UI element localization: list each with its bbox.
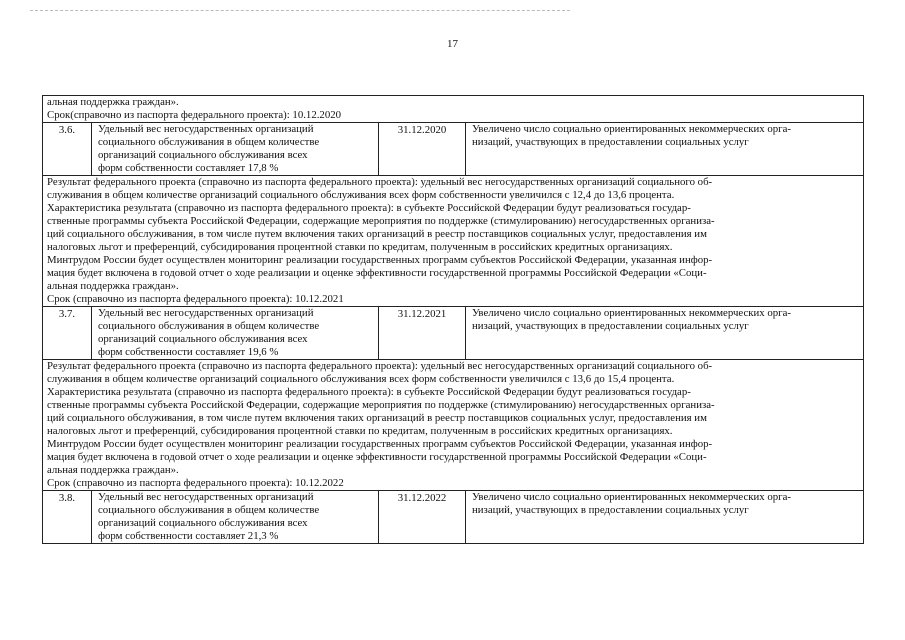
text-line: служивания в общем количестве организаций социального обслуживания всех форм собственности увеличился с 12,4 до 13,6 процента. bbox=[47, 189, 675, 201]
effect-line: Увеличено число социально ориентированных некоммерческих орга- bbox=[472, 123, 791, 135]
indicator-name bbox=[92, 123, 379, 176]
effect-line: низаций, участвующих в предоставлении социальных услуг bbox=[472, 136, 749, 148]
text-line: служивания в общем количестве организаций социального обслуживания всех форм собственности увеличился с 13,6 до 15,4 процента. bbox=[47, 373, 675, 385]
row-number: 3.8. bbox=[43, 491, 92, 544]
indicator-name-line: социального обслуживания в общем количестве bbox=[98, 504, 320, 516]
text-block-1 bbox=[43, 96, 864, 123]
indicator-name-line: форм собственности составляет 17,8 % bbox=[98, 162, 279, 174]
indicator-name-line: организаций социального обслуживания всех bbox=[98, 517, 308, 529]
text-line: мация будет включена в годовой отчет о ходе реализации и оценке эффективности государственной программы Российской Федерации «Соци- bbox=[47, 267, 707, 279]
deadline-date: 31.12.2021 bbox=[379, 307, 466, 360]
indicator-name-line: социального обслуживания в общем количестве bbox=[98, 320, 320, 332]
deadline-line: Срок(справочно из паспорта федерального проекта): 10.12.2020 bbox=[47, 109, 342, 121]
text-line: Результат федерального проекта (справочно из паспорта федерального проекта): удельный вес негосударственных организаций социального об- bbox=[47, 360, 713, 372]
indicator-name-line: социального обслуживания в общем количестве bbox=[98, 136, 320, 148]
text-block-3 bbox=[43, 360, 864, 491]
text-line: ственные программы субъекта Российской Федерации, содержащие мероприятия по поддержке (стимулированию) негосударственных организа- bbox=[47, 215, 715, 227]
deadline-line: Срок (справочно из паспорта федерального проекта): 10.12.2022 bbox=[47, 477, 344, 489]
expected-effect bbox=[466, 123, 864, 176]
text-block-2 bbox=[43, 176, 864, 307]
indicator-name-line: организаций социального обслуживания всех bbox=[98, 149, 308, 161]
scan-artifact-line bbox=[30, 10, 570, 12]
deadline-date: 31.12.2022 bbox=[379, 491, 466, 544]
text-line: альная поддержка граждан». bbox=[47, 96, 179, 108]
indicator-name-line: Удельный вес негосударственных организаций bbox=[98, 123, 314, 135]
indicator-name-line: форм собственности составляет 21,3 % bbox=[98, 530, 279, 542]
expected-effect bbox=[466, 307, 864, 360]
text-line: ций социального обслуживания, в том числе путем включения таких организаций в реестр поставщиков социальных услуг, предоставления им bbox=[47, 228, 707, 240]
text-line: альная поддержка граждан». bbox=[47, 280, 179, 292]
effect-line: Увеличено число социально ориентированных некоммерческих орга- bbox=[472, 307, 791, 319]
table-row-3-7 bbox=[43, 307, 864, 360]
text-line: Минтрудом России будет осуществлен мониторинг реализации государственных программ субъектов Российской Федерации, указанная инфор- bbox=[47, 438, 713, 450]
text-line: Характеристика результата (справочно из паспорта федерального проекта): в субъекте Российской Федерации будут реализоваться государ- bbox=[47, 386, 691, 398]
deadline-date: 31.12.2020 bbox=[379, 123, 466, 176]
indicator-name bbox=[92, 491, 379, 544]
effect-line: низаций, участвующих в предоставлении социальных услуг bbox=[472, 504, 749, 516]
text-line: мация будет включена в годовой отчет о ходе реализации и оценке эффективности государственной программы Российской Федерации «Соци- bbox=[47, 451, 707, 463]
indicator-name-line: Удельный вес негосударственных организаций bbox=[98, 491, 314, 503]
indicator-name-line: организаций социального обслуживания всех bbox=[98, 333, 308, 345]
text-line: Характеристика результата (справочно из паспорта федерального проекта): в субъекте Российской Федерации будут реализоваться государ- bbox=[47, 202, 691, 214]
effect-line: Увеличено число социально ориентированных некоммерческих орга- bbox=[472, 491, 791, 503]
page-number: 17 bbox=[447, 38, 458, 50]
indicator-name-line: Удельный вес негосударственных организаций bbox=[98, 307, 314, 319]
deadline-line: Срок (справочно из паспорта федерального проекта): 10.12.2021 bbox=[47, 293, 344, 305]
row-number: 3.7. bbox=[43, 307, 92, 360]
indicator-name bbox=[92, 307, 379, 360]
table-row-3-8 bbox=[43, 491, 864, 544]
document-table bbox=[42, 95, 864, 544]
indicator-name-line: форм собственности составляет 19,6 % bbox=[98, 346, 279, 358]
text-line: ственные программы субъекта Российской Федерации, содержащие мероприятия по поддержке (стимулированию) негосударственных организа- bbox=[47, 399, 715, 411]
text-line: налоговых льгот и преференций, субсидирования процентной ставки по кредитам, полученным в российских кредитных организациях. bbox=[47, 241, 673, 253]
text-line: Результат федерального проекта (справочно из паспорта федерального проекта): удельный вес негосударственных организаций социального об- bbox=[47, 176, 713, 188]
text-line: альная поддержка граждан». bbox=[47, 464, 179, 476]
text-line: налоговых льгот и преференций, субсидирования процентной ставки по кредитам, полученным в российских кредитных организациях. bbox=[47, 425, 673, 437]
table-row-3-6 bbox=[43, 123, 864, 176]
effect-line: низаций, участвующих в предоставлении социальных услуг bbox=[472, 320, 749, 332]
row-number: 3.6. bbox=[43, 123, 92, 176]
text-line: ций социального обслуживания, в том числе путем включения таких организаций в реестр поставщиков социальных услуг, предоставления им bbox=[47, 412, 707, 424]
expected-effect bbox=[466, 491, 864, 544]
text-line: Минтрудом России будет осуществлен мониторинг реализации государственных программ субъектов Российской Федерации, указанная инфор- bbox=[47, 254, 713, 266]
